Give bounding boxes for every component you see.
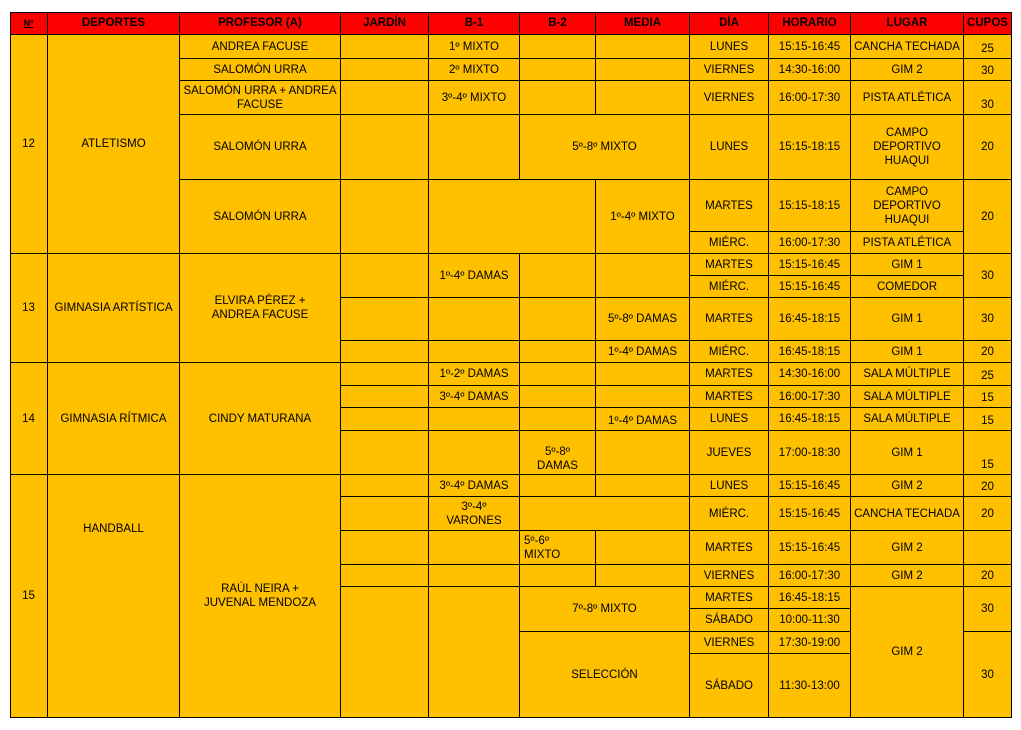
day-cell: MIÉRC.	[690, 232, 769, 254]
time-cell: 16:00-17:30	[769, 386, 851, 408]
row-number: 14	[10, 363, 48, 475]
time-cell: 15:15-18:15	[769, 180, 851, 232]
place-cell: GIM 2	[851, 475, 964, 497]
b2-cell	[520, 475, 596, 497]
time-cell: 15:15-18:15	[769, 115, 851, 180]
header-b1: B-1	[429, 12, 520, 35]
place-cell: CANCHA TECHADA	[851, 35, 964, 59]
time-cell: 16:00-17:30	[769, 81, 851, 115]
b1-cell	[429, 587, 520, 718]
day-cell: LUNES	[690, 408, 769, 431]
place-cell: CAMPO DEPORTIVO HUAQUI	[851, 115, 964, 180]
day-cell: JUEVES	[690, 431, 769, 475]
cupos-cell: 15	[964, 431, 1012, 475]
teacher-cell: SALOMÓN URRA	[180, 180, 341, 254]
day-cell: MARTES	[690, 298, 769, 341]
header-b2: B-2	[520, 12, 596, 35]
b2-cell	[520, 298, 596, 341]
cupos-cell: 30	[964, 59, 1012, 81]
cupos-cell: 20	[964, 475, 1012, 497]
time-cell: 16:00-17:30	[769, 232, 851, 254]
sport-cell: GIMNASIA ARTÍSTICA	[48, 254, 180, 363]
jardin-cell	[341, 386, 429, 408]
media-cell	[596, 531, 690, 565]
time-cell: 17:00-18:30	[769, 431, 851, 475]
level-cell: 2º MIXTO	[429, 59, 520, 81]
level-cell: 3º-4º VARONES	[429, 497, 520, 531]
jardin-cell	[341, 254, 429, 298]
jardin-cell	[341, 81, 429, 115]
day-cell: MARTES	[690, 363, 769, 386]
time-cell: 14:30-16:00	[769, 363, 851, 386]
cupos-cell: 30	[964, 632, 1012, 718]
day-cell: VIERNES	[690, 632, 769, 654]
b2-cell	[520, 497, 690, 531]
time-cell: 16:45-18:15	[769, 587, 851, 609]
teacher-cell: ELVIRA PÉREZ + ANDREA FACUSE	[180, 254, 341, 363]
header-lugar: LUGAR	[851, 12, 964, 35]
time-cell: 16:45-18:15	[769, 298, 851, 341]
media-cell	[596, 35, 690, 59]
b1-cell	[429, 408, 520, 431]
teacher-cell: ANDREA FACUSE	[180, 35, 341, 59]
day-cell: MIÉRC.	[690, 341, 769, 363]
jardin-cell	[341, 431, 429, 475]
level-cell: 1º-2º DAMAS	[429, 363, 520, 386]
jardin-cell	[341, 115, 429, 180]
header-profesor: PROFESOR (A)	[180, 12, 341, 35]
level-cell: 3º-4º DAMAS	[429, 386, 520, 408]
day-cell: LUNES	[690, 475, 769, 497]
jardin-cell	[341, 587, 429, 718]
day-cell: VIERNES	[690, 59, 769, 81]
b1-cell	[429, 298, 520, 341]
b1-cell	[429, 341, 520, 363]
level-cell: 1º-4º DAMAS	[429, 254, 520, 298]
jardin-cell	[341, 298, 429, 341]
cupos-cell: 15	[964, 386, 1012, 408]
teacher-cell: SALOMÓN URRA	[180, 59, 341, 81]
place-cell: PISTA ATLÉTICA	[851, 232, 964, 254]
media-cell	[596, 363, 690, 386]
jardin-cell	[341, 497, 429, 531]
level-cell: 5º-8º MIXTO	[520, 115, 690, 180]
row-number: 15	[10, 475, 48, 718]
level-cell: 5º-6º MIXTO	[520, 531, 596, 565]
level-cell: 7º-8º MIXTO	[520, 587, 690, 632]
day-cell: VIERNES	[690, 81, 769, 115]
media-cell	[596, 386, 690, 408]
place-cell: CANCHA TECHADA	[851, 497, 964, 531]
b1-cell	[429, 115, 520, 180]
b1-cell	[429, 180, 596, 254]
place-cell: COMEDOR	[851, 276, 964, 298]
level-cell: 1º MIXTO	[429, 35, 520, 59]
sport-cell: GIMNASIA RÍTMICA	[48, 363, 180, 475]
day-cell: SÁBADO	[690, 609, 769, 632]
place-cell: CAMPO DEPORTIVO HUAQUI	[851, 180, 964, 232]
time-cell: 15:15-16:45	[769, 254, 851, 276]
level-cell: 5º-8º DAMAS	[520, 431, 596, 475]
header-dia: DÍA	[690, 12, 769, 35]
jardin-cell	[341, 531, 429, 565]
level-cell: 1º-4º DAMAS	[596, 408, 690, 431]
day-cell: LUNES	[690, 115, 769, 180]
place-cell: GIM 2	[851, 565, 964, 587]
b1-cell	[429, 431, 520, 475]
cupos-cell: 30	[964, 298, 1012, 341]
place-cell: SALA MÚLTIPLE	[851, 386, 964, 408]
day-cell: MIÉRC.	[690, 497, 769, 531]
place-cell: GIM 1	[851, 431, 964, 475]
sport-cell: ATLETISMO	[48, 35, 180, 254]
place-cell: GIM 1	[851, 254, 964, 276]
level-cell: 3º-4º MIXTO	[429, 81, 520, 115]
jardin-cell	[341, 180, 429, 254]
level-cell: SELECCIÓN	[520, 632, 690, 718]
cupos-cell: 30	[964, 254, 1012, 298]
b1-cell	[429, 531, 520, 565]
b1-cell	[429, 565, 520, 587]
sport-cell: HANDBALL	[48, 475, 180, 718]
time-cell: 16:45-18:15	[769, 341, 851, 363]
header-jardin: JARDÍN	[341, 12, 429, 35]
cupos-cell: 20	[964, 497, 1012, 531]
day-cell: MARTES	[690, 587, 769, 609]
b2-cell	[520, 565, 596, 587]
jardin-cell	[341, 59, 429, 81]
cupos-cell	[964, 531, 1012, 565]
b2-cell	[520, 386, 596, 408]
jardin-cell	[341, 408, 429, 431]
level-cell: 5º-8º DAMAS	[596, 298, 690, 341]
day-cell: MIÉRC.	[690, 276, 769, 298]
media-cell	[596, 475, 690, 497]
cupos-cell: 30	[964, 587, 1012, 632]
jardin-cell	[341, 341, 429, 363]
header-media: MEDIA	[596, 12, 690, 35]
b2-cell	[520, 81, 596, 115]
place-cell: PISTA ATLÉTICA	[851, 81, 964, 115]
level-cell: 1º-4º DAMAS	[596, 341, 690, 363]
day-cell: SÁBADO	[690, 654, 769, 718]
media-cell	[596, 254, 690, 298]
place-cell: SALA MÚLTIPLE	[851, 408, 964, 431]
time-cell: 10:00-11:30	[769, 609, 851, 632]
jardin-cell	[341, 475, 429, 497]
b2-cell	[520, 408, 596, 431]
level-cell: 1º-4º MIXTO	[596, 180, 690, 254]
b2-cell	[520, 363, 596, 386]
media-cell	[596, 431, 690, 475]
media-cell	[596, 565, 690, 587]
cupos-cell: 25	[964, 363, 1012, 386]
time-cell: 17:30-19:00	[769, 632, 851, 654]
media-cell	[596, 59, 690, 81]
teacher-cell: SALOMÓN URRA + ANDREA FACUSE	[180, 81, 341, 115]
day-cell: LUNES	[690, 35, 769, 59]
jardin-cell	[341, 35, 429, 59]
jardin-cell	[341, 565, 429, 587]
teacher-cell: CINDY MATURANA	[180, 363, 341, 475]
row-number: 12	[10, 35, 48, 254]
day-cell: MARTES	[690, 254, 769, 276]
time-cell: 15:15-16:45	[769, 475, 851, 497]
jardin-cell	[341, 363, 429, 386]
b2-cell	[520, 254, 596, 298]
day-cell: VIERNES	[690, 565, 769, 587]
header-cupos: CUPOS	[964, 12, 1012, 35]
time-cell: 15:15-16:45	[769, 497, 851, 531]
time-cell: 16:00-17:30	[769, 565, 851, 587]
cupos-cell: 20	[964, 115, 1012, 180]
cupos-cell: 30	[964, 81, 1012, 115]
time-cell: 15:15-16:45	[769, 531, 851, 565]
header-no: Nº	[10, 12, 48, 35]
cupos-cell: 20	[964, 565, 1012, 587]
time-cell: 15:15-16:45	[769, 35, 851, 59]
time-cell: 11:30-13:00	[769, 654, 851, 718]
day-cell: MARTES	[690, 386, 769, 408]
place-cell: SALA MÚLTIPLE	[851, 363, 964, 386]
header-horario: HORARIO	[769, 12, 851, 35]
time-cell: 14:30-16:00	[769, 59, 851, 81]
day-cell: MARTES	[690, 531, 769, 565]
media-cell	[596, 81, 690, 115]
cupos-cell: 20	[964, 180, 1012, 254]
level-cell: 3º-4º DAMAS	[429, 475, 520, 497]
time-cell: 15:15-16:45	[769, 276, 851, 298]
time-cell: 16:45-18:15	[769, 408, 851, 431]
place-cell: GIM 2	[851, 59, 964, 81]
cupos-cell: 20	[964, 341, 1012, 363]
place-cell: GIM 1	[851, 341, 964, 363]
teacher-cell: SALOMÓN URRA	[180, 115, 341, 180]
cupos-cell: 15	[964, 408, 1012, 431]
day-cell: MARTES	[690, 180, 769, 232]
cupos-cell: 25	[964, 35, 1012, 59]
header-deportes: DEPORTES	[48, 12, 180, 35]
teacher-cell: RAÚL NEIRA + JUVENAL MENDOZA	[180, 475, 341, 718]
place-cell: GIM 2	[851, 587, 964, 718]
b2-cell	[520, 59, 596, 81]
place-cell: GIM 1	[851, 298, 964, 341]
b2-cell	[520, 35, 596, 59]
place-cell: GIM 2	[851, 531, 964, 565]
b2-cell	[520, 341, 596, 363]
row-number: 13	[10, 254, 48, 363]
